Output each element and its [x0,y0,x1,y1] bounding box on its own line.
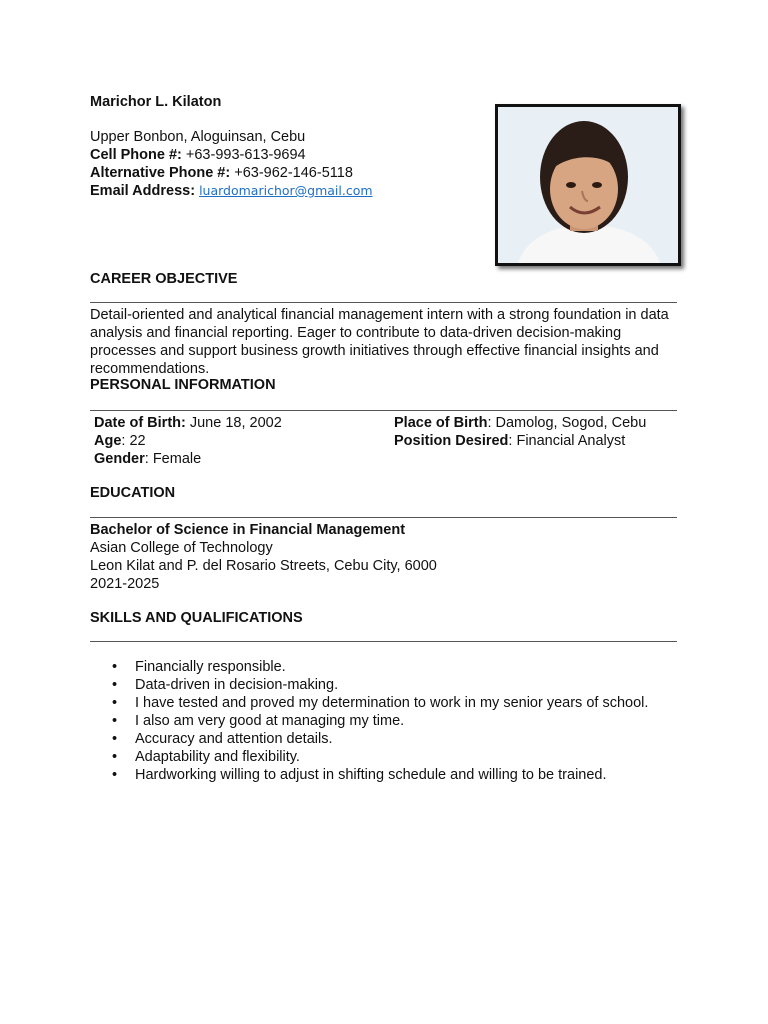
gender-line [94,450,282,468]
age-label: Age [94,433,122,449]
list-item [112,748,648,766]
email-label: Email Address: [90,183,196,199]
pob-label: Place of Birth [394,415,488,431]
bullet-icon: • [112,767,118,783]
education-divider [90,517,677,518]
career-objective-title: CAREER OBJECTIVE [90,271,238,287]
skill-text: Hardworking willing to adjust in shifting schedule and willing to be trained. [135,767,607,783]
portrait-image [498,107,678,263]
skill-text: Adaptability and flexibility. [135,749,300,765]
career-objective-text: Detail-oriented and analytical financial management intern with a strong foundation in data analysis and financial reporting. Eager to contribute to data-driven decision-making processes and support business growth initiatives through effective financial insights and recommendations. [90,307,669,377]
email-link[interactable]: luardomarichor@gmail.com [199,183,373,198]
list-item [112,676,648,694]
list-item [112,766,648,784]
alt-phone-value: +63-962-146-5118 [230,165,353,181]
position-label: Position Desired [394,433,509,449]
alt-phone-label: Alternative Phone #: [90,165,231,181]
gender-value: : Female [144,451,202,467]
skills-list [112,658,648,784]
list-item [112,694,648,712]
pob-value: : Damolog, Sogod, Cebu [487,415,647,431]
dob-label: Date of Birth: [94,415,186,431]
pob-line [394,414,646,432]
bullet-icon: • [112,677,118,693]
skill-text: Data-driven in decision-making. [135,677,339,693]
education-block [90,521,437,593]
bullet-icon: • [112,713,118,729]
personal-information-title: PERSONAL INFORMATION [90,377,276,393]
applicant-name: Marichor L. Kilaton [90,94,222,110]
age-value: : 22 [121,433,146,449]
career-objective-divider [90,302,677,303]
list-item [112,712,648,730]
bullet-icon: • [112,659,118,675]
list-item [112,658,648,676]
bullet-icon: • [112,731,118,747]
skill-text: I also am very good at managing my time. [135,713,405,729]
profile-photo [495,104,681,266]
position-value: : Financial Analyst [508,433,626,449]
cell-phone-line [90,146,373,164]
skill-text: I have tested and proved my determination to work in my senior years of school. [135,695,649,711]
dob-line [94,414,282,432]
alt-phone-line [90,164,373,182]
school-address: Leon Kilat and P. del Rosario Streets, Cebu City, 6000 [90,558,437,574]
address-line: Upper Bonbon, Aloguinsan, Cebu [90,129,306,145]
contact-block [90,128,373,200]
age-line [94,432,282,450]
cell-phone-label: Cell Phone #: [90,147,182,163]
skill-text: Financially responsible. [135,659,286,675]
skills-title: SKILLS AND QUALIFICATIONS [90,610,303,626]
school-name: Asian College of Technology [90,540,273,556]
school-years: 2021-2025 [90,576,160,592]
position-line [394,432,646,450]
cell-phone-value: +63-993-613-9694 [181,147,306,163]
dob-value: June 18, 2002 [185,415,282,431]
skill-text: Accuracy and attention details. [135,731,333,747]
education-title: EDUCATION [90,485,176,501]
bullet-icon: • [112,695,118,711]
email-line [90,182,373,200]
personal-information-divider [90,410,677,411]
gender-label: Gender [94,451,145,467]
bullet-icon: • [112,749,118,765]
degree: Bachelor of Science in Financial Management [90,522,406,538]
personal-info-left-column [94,414,282,468]
personal-info-right-column [394,414,646,450]
skills-divider [90,641,677,642]
list-item [112,730,648,748]
